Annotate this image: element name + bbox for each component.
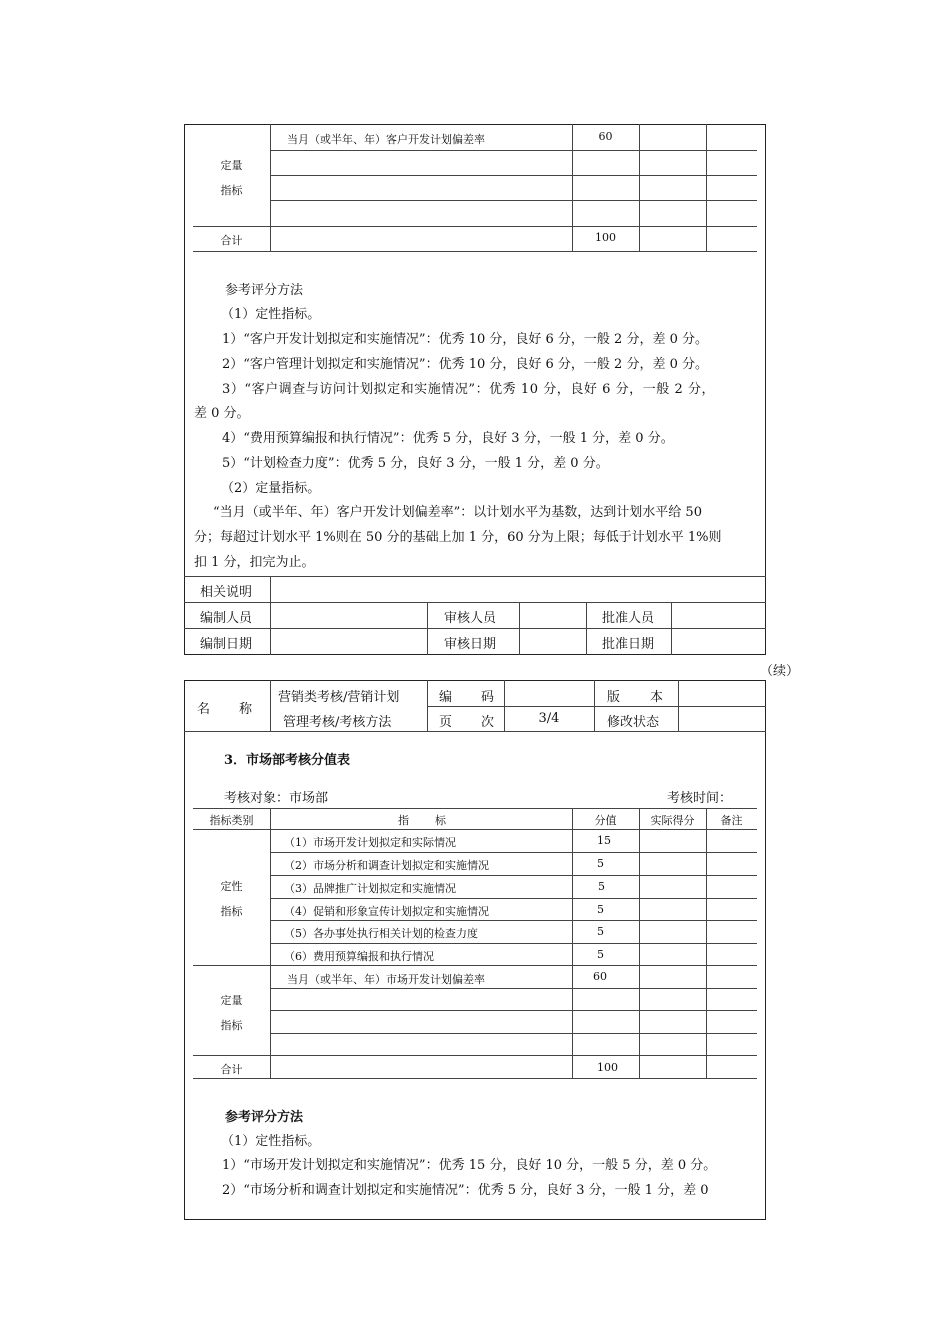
method-line: （1）定性指标。: [221, 307, 321, 322]
header-divider: [427, 680, 428, 731]
name-label: 名: [197, 702, 211, 717]
page-value: 3/4: [538, 711, 560, 726]
method-line: 2）“客户管理计划拟定和实施情况”：优秀 10 分，良好 6 分，一般 2 分，差 0 分。: [222, 357, 708, 372]
section-title: 3．市场部考核分值表: [224, 753, 351, 768]
method-title: 参考评分方法: [225, 283, 304, 298]
version-label: 本: [650, 690, 664, 705]
header-divider: [427, 706, 766, 707]
total-score: 100: [597, 1061, 618, 1074]
method-line: 1）“客户开发计划拟定和实施情况”：优秀 10 分，良好 6 分，一般 2 分，差 0 分。: [222, 332, 708, 347]
table-divider: [270, 943, 757, 944]
table-row-score: 5: [597, 948, 604, 961]
method-line: “当月（或半年、年）客户开发计划偏差率”：以计划水平为基数，达到计划水平给 50: [213, 505, 702, 520]
table-border: [193, 808, 757, 809]
table-divider: [270, 1033, 757, 1034]
table-row-indicator: （1）市场开发计划拟定和实际情况: [284, 836, 456, 849]
code-label: 码: [481, 690, 495, 705]
method-line: 分；每超过计划水平 1%则在 50 分的基础上加 1 分，60 分为上限；每低于计划水平 1%则: [194, 530, 722, 545]
category-quant: 指标: [220, 184, 243, 197]
category-quant: 定量: [220, 994, 243, 1007]
header-divider: [270, 680, 271, 731]
review-date-label: 审核日期: [444, 637, 497, 652]
quant-indicator-score: 60: [598, 130, 613, 143]
method-line: 5）“计划检查力度”：优秀 5 分，良好 3 分，一般 1 分，差 0 分。: [222, 456, 609, 471]
table-row-score: 5: [597, 857, 604, 870]
total-label: 合计: [220, 1063, 243, 1076]
category-qual: 定性: [220, 880, 243, 893]
table-divider: [193, 251, 757, 252]
assess-time: 考核时间：: [667, 791, 733, 806]
continued-label: （续）: [760, 664, 800, 679]
editor-label: 编制人员: [200, 611, 253, 626]
col-header-category: 指标类别: [209, 814, 254, 827]
method-line: 2）“市场分析和调查计划拟定和实施情况”：优秀 5 分，良好 3 分，一般 1 分，差 0: [222, 1183, 709, 1198]
code-label: 编: [439, 690, 453, 705]
category-quant: 指标: [220, 1019, 243, 1032]
method-line: 4）“费用预算编报和执行情况”：优秀 5 分，良好 3 分，一般 1 分，差 0 分。: [222, 431, 674, 446]
table-border: [193, 1078, 757, 1079]
col-header-indicator: 指: [398, 814, 409, 827]
table-divider: [270, 920, 757, 921]
version-label: 版: [607, 690, 621, 705]
method-line: 扣 1 分，扣完为止。: [194, 555, 315, 570]
table-row-indicator: （6）费用预算编报和执行情况: [284, 950, 434, 963]
approver-label: 批准人员: [602, 611, 655, 626]
table-divider: [270, 808, 271, 1078]
footer-divider: [184, 628, 766, 629]
table-divider: [270, 875, 757, 876]
page-label: 次: [481, 715, 495, 730]
table-row-score: 15: [597, 834, 611, 847]
table-row-indicator: （5）各办事处执行相关计划的检查力度: [284, 927, 478, 940]
footer-divider: [671, 602, 672, 655]
col-header-actual: 实际得分: [650, 814, 695, 827]
table-divider: [706, 808, 707, 1078]
table-divider: [193, 829, 757, 830]
page-label: 页: [439, 715, 453, 730]
table-divider: [572, 808, 573, 1078]
table-divider: [270, 898, 757, 899]
header-divider: [184, 731, 766, 732]
footer-divider: [427, 602, 428, 655]
total-label: 合计: [220, 234, 243, 247]
table-divider: [270, 200, 757, 201]
table-divider: [639, 124, 640, 251]
edit-date-label: 编制日期: [200, 637, 253, 652]
table-divider: [270, 150, 757, 151]
header-divider: [594, 680, 595, 731]
header-divider: [678, 680, 679, 731]
doc-name-value: 营销类考核/营销计划: [278, 690, 400, 705]
method-title: 参考评分方法: [225, 1110, 304, 1125]
col-header-note: 备注: [720, 814, 743, 827]
assess-target: 考核对象：市场部: [224, 791, 329, 806]
quant-indicator-label: 当月（或半年、年）市场开发计划偏差率: [287, 973, 485, 986]
table-divider: [706, 124, 707, 251]
footer-divider: [184, 576, 766, 577]
footer-divider: [270, 576, 271, 655]
modify-status-label: 修改状态: [607, 715, 660, 730]
table-row-score: 5: [597, 925, 604, 938]
method-line: 3）“客户调查与访问计划拟定和实施情况”：优秀 10 分，良好 6 分，一般 2 分，: [222, 382, 716, 397]
method-line: 1）“市场开发计划拟定和实施情况”：优秀 15 分，良好 10 分，一般 5 分，差 0 分。: [222, 1158, 717, 1173]
table-divider: [270, 124, 271, 251]
table-row-score: 5: [597, 903, 604, 916]
related-notes-label: 相关说明: [200, 585, 253, 600]
table-row-score: 5: [598, 880, 605, 893]
footer-divider: [184, 602, 766, 603]
reviewer-label: 审核人员: [444, 611, 497, 626]
table-row-indicator: （2）市场分析和调查计划拟定和实施情况: [284, 859, 489, 872]
table-divider: [270, 175, 757, 176]
table-divider: [639, 808, 640, 1078]
category-quant: 定量: [220, 159, 243, 172]
quant-indicator-label: 当月（或半年、年）客户开发计划偏差率: [287, 133, 485, 146]
table-divider: [193, 226, 757, 227]
total-score: 100: [595, 231, 616, 244]
quant-indicator-score: 60: [593, 970, 607, 983]
category-qual: 指标: [220, 905, 243, 918]
method-line: （1）定性指标。: [221, 1134, 321, 1149]
method-line: （2）定量指标。: [221, 481, 321, 496]
table-row-indicator: （4）促销和形象宣传计划拟定和实施情况: [284, 905, 489, 918]
table-divider: [270, 852, 757, 853]
col-header-indicator: 标: [435, 814, 446, 827]
doc-name-value: 管理考核/考核方法: [283, 715, 392, 730]
approve-date-label: 批准日期: [602, 637, 655, 652]
col-header-score: 分值: [594, 814, 617, 827]
method-line: 差 0 分。: [194, 406, 250, 421]
table-divider: [193, 965, 757, 966]
table-row-indicator: （3）品牌推广计划拟定和实施情况: [284, 882, 456, 895]
table-divider: [270, 988, 757, 989]
footer-divider: [586, 602, 587, 655]
table-divider: [270, 1010, 757, 1011]
table-divider: [193, 1055, 757, 1056]
name-label: 称: [239, 702, 253, 717]
footer-divider: [519, 602, 520, 655]
